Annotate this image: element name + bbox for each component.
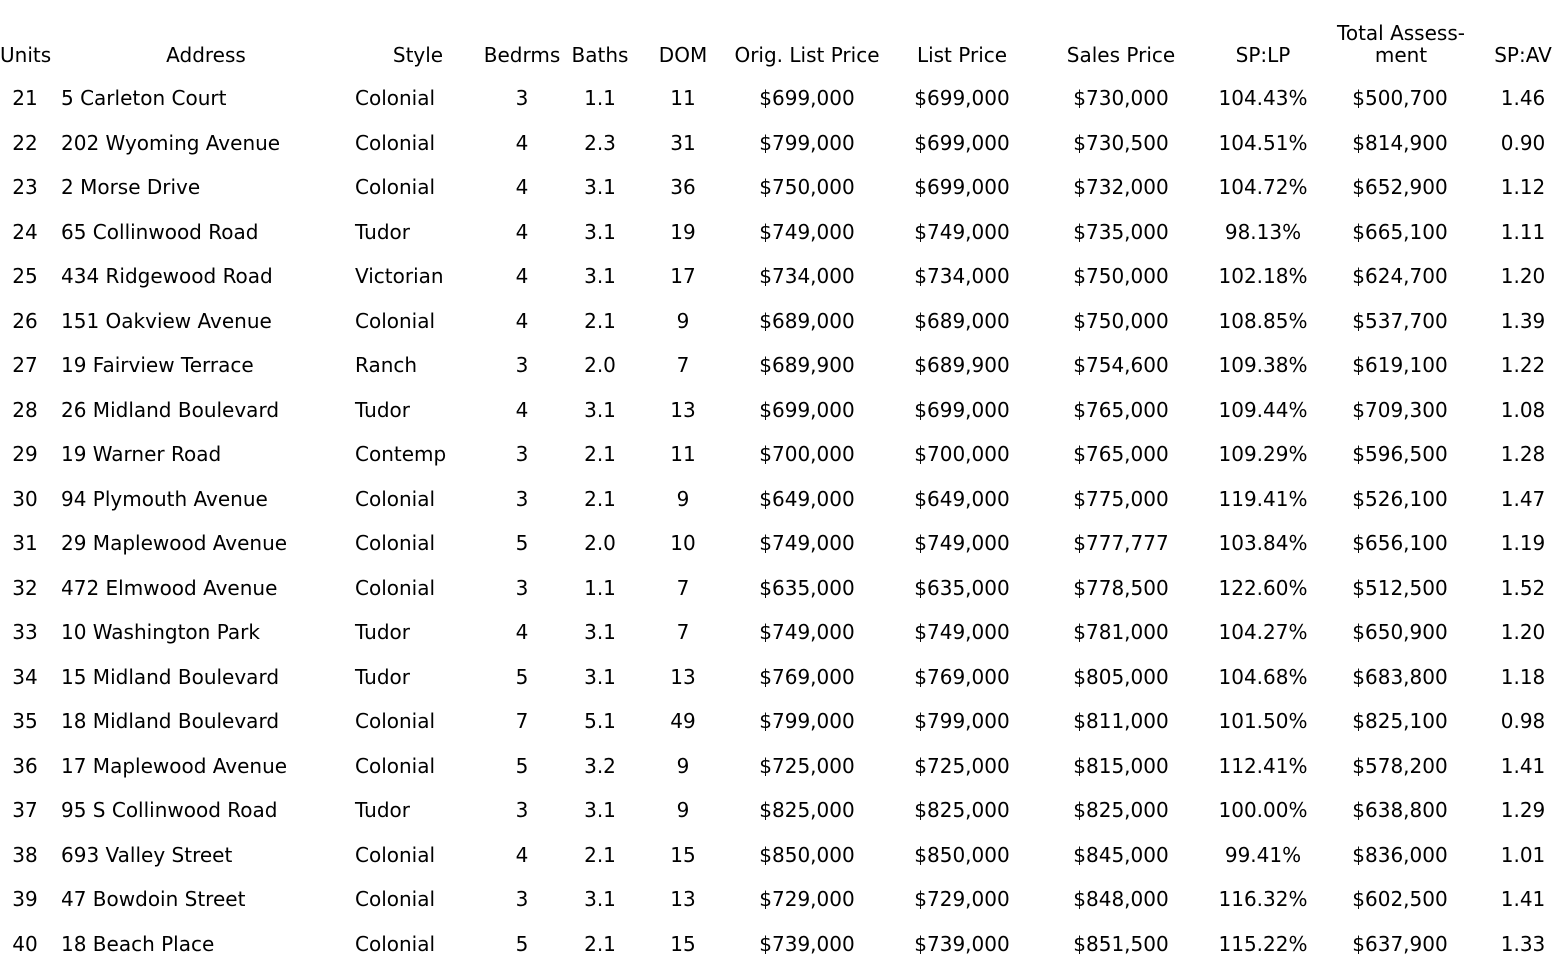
cell-address: 29 Maplewood Avenue [61, 531, 288, 555]
cell-baths: 2.1 [584, 842, 616, 867]
cell-style: Tudor [355, 620, 411, 644]
table-row [0, 744, 1563, 788]
table-row [0, 566, 1563, 610]
cell-dom: 7 [676, 353, 690, 377]
table-row [0, 610, 1563, 654]
table-row [0, 388, 1563, 432]
cell-bedrms: 5 [515, 531, 529, 555]
header-sales-price: Sales Price [1066, 43, 1176, 67]
cell-sales-price: $775,000 [1073, 486, 1169, 511]
cell-units: 27 [12, 353, 38, 377]
cell-sp-av: 1.47 [1500, 486, 1546, 511]
cell-units: 23 [12, 175, 38, 199]
cell-sp-av: 1.11 [1500, 219, 1546, 244]
cell-address: 26 Midland Boulevard [61, 397, 280, 422]
cell-sp-lp: 104.27% [1218, 620, 1308, 644]
cell-list-price: $850,000 [914, 842, 1010, 867]
cell-units: 26 [12, 308, 38, 333]
cell-dom: 11 [670, 442, 696, 466]
cell-list-price: $689,900 [914, 353, 1010, 377]
cell-sp-lp: 112.41% [1218, 753, 1308, 778]
cell-total-assessment: $637,900 [1352, 931, 1448, 956]
cell-total-assessment: $652,900 [1352, 175, 1448, 199]
cell-baths: 2.0 [584, 531, 616, 555]
cell-orig-list-price: $734,000 [759, 264, 855, 288]
cell-sales-price: $765,000 [1073, 397, 1169, 422]
cell-address: 65 Collinwood Road [61, 219, 259, 244]
cell-sp-lp: 103.84% [1218, 531, 1308, 555]
cell-address: 15 Midland Boulevard [61, 664, 280, 689]
cell-sales-price: $732,000 [1073, 175, 1169, 199]
cell-orig-list-price: $649,000 [759, 486, 855, 511]
cell-dom: 9 [676, 308, 690, 333]
header-orig-list-price: Orig. List Price [734, 43, 880, 67]
table-row [0, 210, 1563, 254]
cell-total-assessment: $825,100 [1352, 709, 1448, 733]
cell-sales-price: $754,600 [1073, 353, 1169, 377]
cell-baths: 3.1 [584, 175, 616, 199]
cell-orig-list-price: $749,000 [759, 531, 855, 555]
cell-units: 21 [12, 86, 38, 110]
cell-address: 434 Ridgewood Road [61, 264, 273, 288]
cell-sp-av: 1.46 [1500, 86, 1546, 110]
header-sp-av: SP:AV [1494, 43, 1552, 67]
cell-baths: 5.1 [584, 709, 616, 733]
cell-orig-list-price: $635,000 [759, 575, 855, 600]
cell-dom: 7 [676, 575, 690, 600]
cell-style: Colonial [355, 175, 436, 199]
cell-list-price: $739,000 [914, 931, 1010, 956]
cell-sp-av: 1.22 [1500, 353, 1546, 377]
cell-list-price: $749,000 [914, 531, 1010, 555]
cell-total-assessment: $814,900 [1352, 130, 1448, 155]
table-row [0, 877, 1563, 921]
cell-sp-lp: 98.13% [1224, 219, 1302, 244]
cell-dom: 11 [670, 86, 696, 110]
cell-style: Colonial [355, 86, 436, 110]
cell-orig-list-price: $750,000 [759, 175, 855, 199]
cell-style: Tudor [355, 397, 411, 422]
cell-address: 17 Maplewood Avenue [61, 753, 288, 778]
cell-baths: 2.1 [584, 486, 616, 511]
cell-sp-av: 1.41 [1500, 753, 1546, 778]
cell-orig-list-price: $699,000 [759, 397, 855, 422]
table-row [0, 432, 1563, 476]
cell-units: 29 [12, 442, 38, 466]
cell-baths: 3.1 [584, 397, 616, 422]
cell-bedrms: 3 [515, 442, 529, 466]
cell-style: Ranch [355, 353, 418, 377]
table-row [0, 254, 1563, 298]
cell-style: Colonial [355, 486, 436, 511]
cell-dom: 13 [670, 664, 696, 689]
table-row [0, 76, 1563, 120]
cell-address: 693 Valley Street [61, 842, 233, 867]
cell-total-assessment: $650,900 [1352, 620, 1448, 644]
table-row [0, 343, 1563, 387]
cell-sp-lp: 104.51% [1218, 130, 1308, 155]
cell-sp-av: 1.29 [1500, 798, 1546, 822]
cell-style: Tudor [355, 664, 411, 689]
cell-bedrms: 4 [515, 842, 529, 867]
table-row [0, 788, 1563, 832]
cell-dom: 7 [676, 620, 690, 644]
cell-orig-list-price: $825,000 [759, 798, 855, 822]
cell-address: 19 Warner Road [61, 442, 222, 466]
cell-sales-price: $815,000 [1073, 753, 1169, 778]
cell-orig-list-price: $700,000 [759, 442, 855, 466]
cell-style: Colonial [355, 308, 436, 333]
cell-sales-price: $765,000 [1073, 442, 1169, 466]
cell-total-assessment: $512,500 [1352, 575, 1448, 600]
cell-units: 24 [12, 219, 38, 244]
cell-address: 5 Carleton Court [61, 86, 227, 110]
cell-list-price: $769,000 [914, 664, 1010, 689]
header-bedrms: Bedrms [483, 43, 561, 67]
table-row [0, 699, 1563, 743]
cell-total-assessment: $836,000 [1352, 842, 1448, 867]
table-row [0, 922, 1563, 966]
cell-orig-list-price: $749,000 [759, 219, 855, 244]
cell-orig-list-price: $729,000 [759, 887, 855, 911]
cell-units: 31 [12, 531, 38, 555]
cell-sp-lp: 122.60% [1218, 575, 1308, 600]
cell-address: 151 Oakview Avenue [61, 308, 272, 333]
cell-baths: 3.1 [584, 887, 616, 911]
cell-list-price: $699,000 [914, 130, 1010, 155]
cell-sp-lp: 109.44% [1218, 397, 1308, 422]
cell-units: 25 [12, 264, 38, 288]
cell-bedrms: 4 [515, 130, 529, 155]
cell-address: 18 Midland Boulevard [61, 709, 280, 733]
cell-sp-av: 1.08 [1500, 397, 1546, 422]
cell-dom: 15 [670, 931, 696, 956]
header-dom: DOM [658, 43, 708, 67]
cell-style: Colonial [355, 531, 436, 555]
cell-sales-price: $825,000 [1073, 798, 1169, 822]
cell-total-assessment: $638,800 [1352, 798, 1448, 822]
cell-units: 39 [12, 887, 38, 911]
cell-sp-av: 1.28 [1500, 442, 1546, 466]
cell-baths: 2.1 [584, 442, 616, 466]
cell-sp-av: 1.18 [1500, 664, 1546, 689]
cell-sp-lp: 102.18% [1218, 264, 1308, 288]
cell-total-assessment: $619,100 [1352, 353, 1448, 377]
cell-dom: 13 [670, 397, 696, 422]
cell-list-price: $825,000 [914, 798, 1010, 822]
cell-sp-av: 0.98 [1500, 709, 1546, 733]
cell-list-price: $689,000 [914, 308, 1010, 333]
cell-orig-list-price: $799,000 [759, 709, 855, 733]
cell-style: Colonial [355, 575, 436, 600]
header-sp-lp: SP:LP [1235, 43, 1291, 67]
cell-sp-av: 1.01 [1500, 842, 1546, 867]
cell-total-assessment: $656,100 [1352, 531, 1448, 555]
cell-dom: 36 [670, 175, 696, 199]
table-row [0, 121, 1563, 165]
cell-total-assessment: $537,700 [1352, 308, 1448, 333]
cell-dom: 49 [670, 709, 696, 733]
cell-list-price: $699,000 [914, 175, 1010, 199]
cell-baths: 3.1 [584, 664, 616, 689]
cell-total-assessment: $596,500 [1352, 442, 1448, 466]
cell-bedrms: 3 [515, 486, 529, 511]
cell-units: 36 [12, 753, 38, 778]
cell-sp-lp: 104.68% [1218, 664, 1308, 689]
cell-sp-lp: 116.32% [1218, 887, 1308, 911]
cell-list-price: $729,000 [914, 887, 1010, 911]
cell-sales-price: $848,000 [1073, 887, 1169, 911]
cell-sales-price: $845,000 [1073, 842, 1169, 867]
cell-list-price: $649,000 [914, 486, 1010, 511]
table-row [0, 165, 1563, 209]
cell-units: 32 [12, 575, 38, 600]
cell-orig-list-price: $689,000 [759, 308, 855, 333]
cell-bedrms: 3 [515, 353, 529, 377]
cell-style: Colonial [355, 842, 436, 867]
header-baths: Baths [571, 43, 629, 67]
cell-sales-price: $778,500 [1073, 575, 1169, 600]
cell-sp-lp: 119.41% [1218, 486, 1308, 511]
cell-dom: 9 [676, 753, 690, 778]
cell-total-assessment: $578,200 [1352, 753, 1448, 778]
cell-total-assessment: $526,100 [1352, 486, 1448, 511]
cell-baths: 2.3 [584, 130, 616, 155]
cell-units: 33 [12, 620, 38, 644]
cell-dom: 9 [676, 798, 690, 822]
cell-style: Colonial [355, 931, 436, 956]
cell-units: 35 [12, 709, 38, 733]
cell-baths: 3.1 [584, 798, 616, 822]
cell-style: Colonial [355, 130, 436, 155]
cell-sp-av: 1.12 [1500, 175, 1546, 199]
cell-style: Colonial [355, 887, 436, 911]
cell-sp-av: 1.52 [1500, 575, 1546, 600]
cell-orig-list-price: $739,000 [759, 931, 855, 956]
cell-sp-lp: 100.00% [1218, 798, 1308, 822]
cell-units: 34 [12, 664, 38, 689]
cell-list-price: $799,000 [914, 709, 1010, 733]
cell-orig-list-price: $749,000 [759, 620, 855, 644]
cell-total-assessment: $665,100 [1352, 219, 1448, 244]
cell-orig-list-price: $799,000 [759, 130, 855, 155]
cell-sales-price: $730,000 [1073, 86, 1169, 110]
cell-orig-list-price: $769,000 [759, 664, 855, 689]
cell-sp-av: 1.19 [1500, 531, 1546, 555]
cell-baths: 3.2 [584, 753, 616, 778]
cell-units: 22 [12, 130, 38, 155]
cell-list-price: $700,000 [914, 442, 1010, 466]
cell-units: 37 [12, 798, 38, 822]
cell-sales-price: $730,500 [1073, 130, 1169, 155]
cell-total-assessment: $500,700 [1352, 86, 1448, 110]
cell-address: 18 Beach Place [61, 931, 215, 956]
cell-list-price: $734,000 [914, 264, 1010, 288]
header-address: Address [166, 43, 246, 67]
cell-total-assessment: $709,300 [1352, 397, 1448, 422]
cell-dom: 19 [670, 219, 696, 244]
cell-sp-av: 1.20 [1500, 620, 1546, 644]
cell-sp-av: 1.41 [1500, 887, 1546, 911]
cell-sp-av: 1.20 [1500, 264, 1546, 288]
cell-sales-price: $750,000 [1073, 264, 1169, 288]
cell-style: Contemp [355, 442, 447, 466]
cell-address: 202 Wyoming Avenue [61, 130, 281, 155]
cell-bedrms: 3 [515, 798, 529, 822]
header-style: Style [392, 43, 444, 67]
cell-dom: 13 [670, 887, 696, 911]
cell-bedrms: 4 [515, 264, 529, 288]
cell-address: 95 S Collinwood Road [61, 798, 278, 822]
cell-sp-lp: 104.72% [1218, 175, 1308, 199]
cell-sp-av: 1.33 [1500, 931, 1546, 956]
cell-sp-lp: 99.41% [1224, 842, 1302, 867]
cell-address: 19 Fairview Terrace [61, 353, 254, 377]
header-list-price: List Price [916, 43, 1008, 67]
cell-sp-lp: 108.85% [1218, 308, 1308, 333]
cell-style: Colonial [355, 709, 436, 733]
cell-sales-price: $750,000 [1073, 308, 1169, 333]
cell-orig-list-price: $699,000 [759, 86, 855, 110]
cell-units: 38 [12, 842, 38, 867]
cell-address: 10 Washington Park [61, 620, 260, 644]
header-units: Units [0, 43, 52, 67]
cell-dom: 9 [676, 486, 690, 511]
cell-orig-list-price: $725,000 [759, 753, 855, 778]
cell-units: 40 [12, 931, 38, 956]
cell-bedrms: 4 [515, 397, 529, 422]
cell-address: 47 Bowdoin Street [61, 887, 246, 911]
cell-total-assessment: $683,800 [1352, 664, 1448, 689]
cell-sp-lp: 104.43% [1218, 86, 1308, 110]
cell-sales-price: $811,000 [1073, 709, 1169, 733]
cell-units: 30 [12, 486, 38, 511]
cell-dom: 15 [670, 842, 696, 867]
table-row [0, 655, 1563, 699]
cell-orig-list-price: $689,900 [759, 353, 855, 377]
cell-baths: 3.1 [584, 219, 616, 244]
cell-address: 2 Morse Drive [61, 175, 201, 199]
cell-bedrms: 4 [515, 175, 529, 199]
cell-baths: 2.1 [584, 308, 616, 333]
cell-sp-av: 0.90 [1500, 130, 1546, 155]
cell-baths: 3.1 [584, 620, 616, 644]
cell-sp-av: 1.39 [1500, 308, 1546, 333]
cell-baths: 2.0 [584, 353, 616, 377]
cell-bedrms: 4 [515, 219, 529, 244]
cell-bedrms: 3 [515, 86, 529, 110]
cell-bedrms: 5 [515, 931, 529, 956]
cell-style: Colonial [355, 753, 436, 778]
cell-sp-lp: 109.38% [1218, 353, 1308, 377]
cell-sales-price: $805,000 [1073, 664, 1169, 689]
cell-bedrms: 5 [515, 664, 529, 689]
cell-dom: 10 [670, 531, 696, 555]
cell-total-assessment: $602,500 [1352, 887, 1448, 911]
cell-sp-lp: 109.29% [1218, 442, 1308, 466]
cell-baths: 1.1 [584, 86, 616, 110]
cell-sp-lp: 101.50% [1218, 709, 1308, 733]
cell-dom: 31 [670, 130, 696, 155]
table-header [0, 0, 1563, 76]
cell-sales-price: $851,500 [1073, 931, 1169, 956]
cell-units: 28 [12, 397, 38, 422]
table-row [0, 833, 1563, 877]
cell-list-price: $699,000 [914, 397, 1010, 422]
cell-bedrms: 5 [515, 753, 529, 778]
cell-dom: 17 [670, 264, 696, 288]
cell-list-price: $749,000 [914, 219, 1010, 244]
cell-bedrms: 4 [515, 620, 529, 644]
table-row [0, 477, 1563, 521]
cell-sales-price: $781,000 [1073, 620, 1169, 644]
header-total-assessment: Total Assess- ment [1337, 21, 1465, 67]
cell-bedrms: 4 [515, 308, 529, 333]
cell-style: Victorian [355, 264, 444, 288]
cell-list-price: $725,000 [914, 753, 1010, 778]
cell-sp-lp: 115.22% [1218, 931, 1308, 956]
cell-list-price: $749,000 [914, 620, 1010, 644]
cell-address: 472 Elmwood Avenue [61, 575, 278, 600]
cell-orig-list-price: $850,000 [759, 842, 855, 867]
cell-total-assessment: $624,700 [1352, 264, 1448, 288]
table-row [0, 521, 1563, 565]
cell-list-price: $635,000 [914, 575, 1010, 600]
cell-address: 94 Plymouth Avenue [61, 486, 268, 511]
cell-style: Tudor [355, 798, 411, 822]
cell-list-price: $699,000 [914, 86, 1010, 110]
cell-bedrms: 3 [515, 575, 529, 600]
cell-style: Tudor [355, 219, 411, 244]
cell-baths: 3.1 [584, 264, 616, 288]
cell-sales-price: $777,777 [1073, 531, 1169, 555]
cell-bedrms: 7 [515, 709, 529, 733]
cell-baths: 1.1 [584, 575, 616, 600]
cell-bedrms: 3 [515, 887, 529, 911]
cell-sales-price: $735,000 [1073, 219, 1169, 244]
cell-baths: 2.1 [584, 931, 616, 956]
table-row [0, 299, 1563, 343]
